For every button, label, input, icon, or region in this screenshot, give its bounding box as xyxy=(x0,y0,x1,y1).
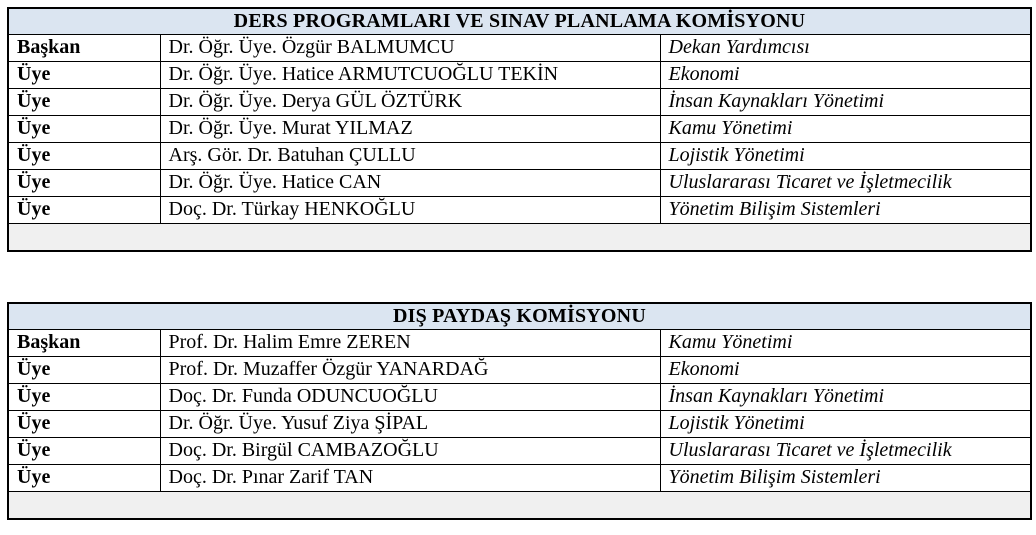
member-role: Üye xyxy=(8,383,160,410)
member-name: Doç. Dr. Pınar Zarif TAN xyxy=(160,464,660,491)
member-department: İnsan Kaynakları Yönetimi xyxy=(660,383,1031,410)
empty-row xyxy=(8,223,1031,251)
member-name: Dr. Öğr. Üye. Özgür BALMUMCU xyxy=(160,34,660,61)
member-department: İnsan Kaynakları Yönetimi xyxy=(660,88,1031,115)
member-department: Yönetim Bilişim Sistemleri xyxy=(660,196,1031,223)
member-name: Dr. Öğr. Üye. Yusuf Ziya ŞİPAL xyxy=(160,410,660,437)
member-name: Prof. Dr. Halim Emre ZEREN xyxy=(160,329,660,356)
member-department: Kamu Yönetimi xyxy=(660,329,1031,356)
member-role: Üye xyxy=(8,196,160,223)
document-page xyxy=(0,7,1036,535)
table-row xyxy=(8,61,1031,88)
member-role: Üye xyxy=(8,169,160,196)
member-department: Ekonomi xyxy=(660,61,1031,88)
table-title: DERS PROGRAMLARI VE SINAV PLANLAMA KOMİSYONU xyxy=(8,8,1031,34)
table-row xyxy=(8,142,1031,169)
member-name: Dr. Öğr. Üye. Hatice ARMUTCUOĞLU TEKİN xyxy=(160,61,660,88)
member-department: Uluslararası Ticaret ve İşletmecilik xyxy=(660,437,1031,464)
committee-table-dis-paydas xyxy=(7,302,1032,520)
member-name: Arş. Gör. Dr. Batuhan ÇULLU xyxy=(160,142,660,169)
table-row xyxy=(8,34,1031,61)
table-row xyxy=(8,383,1031,410)
member-name: Prof. Dr. Muzaffer Özgür YANARDAĞ xyxy=(160,356,660,383)
member-role: Üye xyxy=(8,88,160,115)
table-title: DIŞ PAYDAŞ KOMİSYONU xyxy=(8,303,1031,329)
table-row xyxy=(8,115,1031,142)
table-title-row xyxy=(8,303,1031,329)
member-department: Kamu Yönetimi xyxy=(660,115,1031,142)
committee-table-ders-programlari xyxy=(7,7,1032,252)
member-name: Dr. Öğr. Üye. Derya GÜL ÖZTÜRK xyxy=(160,88,660,115)
member-role: Üye xyxy=(8,437,160,464)
empty-cell xyxy=(8,223,1031,251)
member-name: Dr. Öğr. Üye. Murat YILMAZ xyxy=(160,115,660,142)
member-department: Lojistik Yönetimi xyxy=(660,142,1031,169)
table-row xyxy=(8,410,1031,437)
table-row xyxy=(8,169,1031,196)
member-role: Üye xyxy=(8,356,160,383)
table-row xyxy=(8,356,1031,383)
table-row xyxy=(8,196,1031,223)
member-role: Üye xyxy=(8,61,160,88)
member-role: Başkan xyxy=(8,329,160,356)
member-role: Üye xyxy=(8,142,160,169)
member-department: Uluslararası Ticaret ve İşletmecilik xyxy=(660,169,1031,196)
member-role: Üye xyxy=(8,115,160,142)
member-name: Dr. Öğr. Üye. Hatice CAN xyxy=(160,169,660,196)
member-department: Ekonomi xyxy=(660,356,1031,383)
member-name: Doç. Dr. Türkay HENKOĞLU xyxy=(160,196,660,223)
table-title-row xyxy=(8,8,1031,34)
table-row xyxy=(8,437,1031,464)
member-role: Üye xyxy=(8,464,160,491)
table-row xyxy=(8,464,1031,491)
table-row xyxy=(8,329,1031,356)
member-name: Doç. Dr. Funda ODUNCUOĞLU xyxy=(160,383,660,410)
empty-cell xyxy=(8,491,1031,519)
member-department: Dekan Yardımcısı xyxy=(660,34,1031,61)
member-department: Yönetim Bilişim Sistemleri xyxy=(660,464,1031,491)
table-row xyxy=(8,88,1031,115)
member-role: Başkan xyxy=(8,34,160,61)
empty-row xyxy=(8,491,1031,519)
member-role: Üye xyxy=(8,410,160,437)
member-department: Lojistik Yönetimi xyxy=(660,410,1031,437)
member-name: Doç. Dr. Birgül CAMBAZOĞLU xyxy=(160,437,660,464)
